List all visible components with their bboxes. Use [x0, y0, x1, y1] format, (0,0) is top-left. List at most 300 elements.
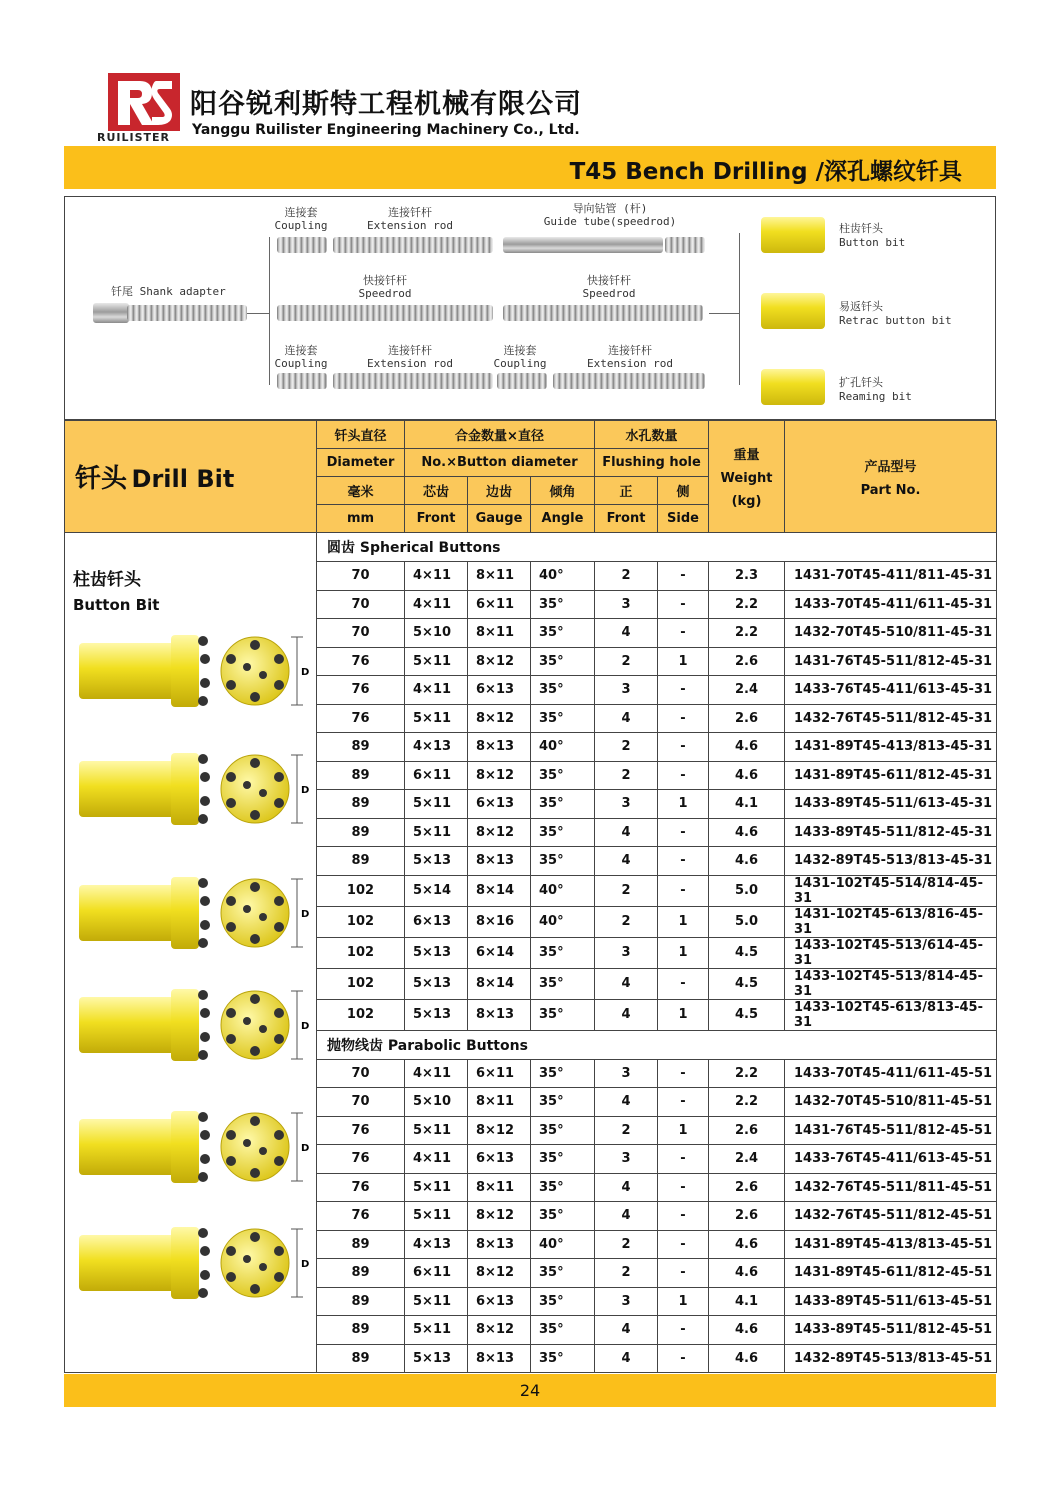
reaming-bit-label-cn: 扩孔钎头	[839, 376, 883, 389]
front-cell: 4×13	[405, 1230, 468, 1259]
gauge-cell: 8×14	[468, 875, 531, 906]
extension-rod-label-cn: 连接钎杆	[388, 206, 432, 219]
title-bar	[64, 146, 996, 189]
button-bit-picture	[75, 631, 310, 711]
flush-side-cell: -	[658, 1230, 709, 1259]
weight-cell: 4.6	[709, 1316, 785, 1345]
flush-front-cell: 3	[595, 1145, 658, 1174]
part-no-cell: 1431-76T45-511/812-45-31	[785, 647, 997, 676]
weight-cell: 4.1	[709, 1287, 785, 1316]
gauge-cell: 6×11	[468, 1059, 531, 1088]
flush-front-cell: 4	[595, 1173, 658, 1202]
page-title: T45 Bench Drilling /深孔螺纹钎具	[569, 159, 962, 185]
diameter-cell: 89	[317, 790, 405, 819]
speedrod-image	[277, 305, 493, 321]
gauge-cell: 8×12	[468, 1316, 531, 1345]
button-bit-image-column	[65, 533, 317, 1373]
flush-front-cell: 4	[595, 999, 658, 1030]
flush-side-cell: -	[658, 818, 709, 847]
extension-rod-label-cn: 连接钎杆	[388, 344, 432, 357]
flush-front-cell: 4	[595, 619, 658, 648]
front-cell: 5×14	[405, 875, 468, 906]
flush-side-cell: -	[658, 1344, 709, 1373]
front-cell: 5×13	[405, 999, 468, 1030]
gauge-header-cn: 边齿	[468, 477, 531, 505]
connector-line	[709, 313, 739, 314]
gauge-cell: 8×12	[468, 1116, 531, 1145]
gauge-cell: 8×11	[468, 1173, 531, 1202]
part-no-cell: 1433-76T45-411/613-45-51	[785, 1145, 997, 1174]
coupling-image	[497, 373, 547, 389]
weight-cell: 2.4	[709, 1145, 785, 1174]
diameter-cell: 89	[317, 1287, 405, 1316]
part-no-cell: 1431-102T45-514/814-45-31	[785, 875, 997, 906]
button-bit-image	[761, 217, 825, 253]
flush-side-cell: -	[658, 619, 709, 648]
front-cell: 5×13	[405, 847, 468, 876]
flush-front-header-cn: 正	[595, 477, 658, 505]
guide-tube-label-cn: 导向钻管 (杆)	[572, 202, 648, 215]
connector-line	[739, 233, 740, 385]
drill-bit-table	[64, 420, 997, 1373]
retrac-bit-image	[761, 293, 825, 329]
part-no-cell: 1432-76T45-511/811-45-51	[785, 1173, 997, 1202]
part-no-cell: 1431-89T45-413/813-45-51	[785, 1230, 997, 1259]
coupling-label-en: Coupling	[493, 357, 547, 370]
diameter-cell: 89	[317, 1344, 405, 1373]
weight-cell: 4.1	[709, 790, 785, 819]
weight-cell: 4.6	[709, 733, 785, 762]
flush-side-cell: 1	[658, 999, 709, 1030]
angle-cell: 35°	[531, 847, 595, 876]
front-cell: 5×11	[405, 1202, 468, 1231]
flush-front-cell: 3	[595, 676, 658, 705]
weight-cell: 4.6	[709, 1344, 785, 1373]
diameter-cell: 76	[317, 1145, 405, 1174]
diameter-cell: 102	[317, 968, 405, 999]
flush-side-header-cn: 侧	[658, 477, 709, 505]
angle-cell: 35°	[531, 1259, 595, 1288]
diameter-unit-cn: 毫米	[317, 477, 405, 505]
gauge-cell: 6×13	[468, 1145, 531, 1174]
table-body	[65, 533, 997, 1373]
flush-side-cell: -	[658, 847, 709, 876]
flush-header-en: Flushing hole	[595, 449, 709, 477]
flush-front-cell: 3	[595, 937, 658, 968]
diameter-cell: 89	[317, 1230, 405, 1259]
flush-side-cell: -	[658, 875, 709, 906]
gauge-cell: 6×13	[468, 676, 531, 705]
diameter-cell: 89	[317, 761, 405, 790]
diameter-header-cn: 钎头直径	[317, 421, 405, 449]
weight-cell: 2.4	[709, 676, 785, 705]
flush-side-cell: -	[658, 1173, 709, 1202]
front-cell: 4×11	[405, 1145, 468, 1174]
weight-cell: 4.5	[709, 968, 785, 999]
front-cell: 5×11	[405, 1287, 468, 1316]
gauge-cell: 8×12	[468, 1259, 531, 1288]
flush-side-cell: -	[658, 1059, 709, 1088]
flush-side-cell: 1	[658, 1287, 709, 1316]
gauge-cell: 8×12	[468, 647, 531, 676]
flush-side-cell: 1	[658, 906, 709, 937]
front-cell: 4×11	[405, 676, 468, 705]
diameter-cell: 76	[317, 1202, 405, 1231]
gauge-cell: 8×11	[468, 1088, 531, 1117]
gauge-cell: 8×13	[468, 1344, 531, 1373]
front-cell: 5×13	[405, 1344, 468, 1373]
flush-front-cell: 2	[595, 875, 658, 906]
flush-side-cell: -	[658, 562, 709, 591]
weight-unit: (kg)	[731, 494, 762, 509]
gauge-cell: 6×13	[468, 790, 531, 819]
reaming-bit-image	[761, 369, 825, 405]
logo-text: RUILISTER	[97, 131, 171, 144]
flush-front-cell: 4	[595, 818, 658, 847]
gauge-cell: 8×12	[468, 818, 531, 847]
gauge-cell: 8×11	[468, 562, 531, 591]
weight-header-en: Weight	[720, 471, 773, 486]
button-bit-picture	[75, 985, 310, 1065]
part-no-cell: 1433-89T45-511/613-45-31	[785, 790, 997, 819]
part-no-cell: 1433-76T45-411/613-45-31	[785, 676, 997, 705]
angle-cell: 35°	[531, 1088, 595, 1117]
gauge-cell: 8×13	[468, 999, 531, 1030]
part-no-cell: 1432-89T45-513/813-45-31	[785, 847, 997, 876]
coupling-label-cn: 连接套	[503, 344, 537, 357]
weight-cell: 2.3	[709, 562, 785, 591]
weight-header-cn: 重量	[733, 448, 760, 463]
part-header-en: Part No.	[860, 482, 921, 498]
section-title-en: Drill Bit	[131, 465, 235, 493]
flush-front-cell: 2	[595, 1116, 658, 1145]
angle-cell: 40°	[531, 875, 595, 906]
part-no-cell: 1432-89T45-513/813-45-51	[785, 1344, 997, 1373]
angle-cell: 35°	[531, 761, 595, 790]
flush-side-header-en: Side	[658, 505, 709, 533]
flush-side-cell: -	[658, 1145, 709, 1174]
diameter-cell: 102	[317, 875, 405, 906]
shank-adapter-label: 钎尾 Shank adapter	[111, 285, 226, 298]
flush-front-cell: 2	[595, 733, 658, 762]
gauge-cell: 8×16	[468, 906, 531, 937]
angle-cell: 35°	[531, 704, 595, 733]
section-title-cn: 钎头	[75, 464, 128, 494]
extension-rod-label-en: Extension rod	[366, 219, 454, 232]
flush-front-cell: 4	[595, 1202, 658, 1231]
coupling-image	[277, 237, 327, 253]
weight-cell: 2.2	[709, 1059, 785, 1088]
diameter-cell: 102	[317, 999, 405, 1030]
flush-side-cell: -	[658, 1259, 709, 1288]
gauge-cell: 8×11	[468, 619, 531, 648]
part-no-cell: 1433-89T45-511/812-45-51	[785, 1316, 997, 1345]
part-no-cell: 1431-76T45-511/812-45-51	[785, 1116, 997, 1145]
angle-cell: 35°	[531, 790, 595, 819]
front-cell: 5×11	[405, 1116, 468, 1145]
angle-cell: 35°	[531, 1344, 595, 1373]
angle-cell: 35°	[531, 999, 595, 1030]
flush-front-cell: 3	[595, 790, 658, 819]
weight-cell: 2.6	[709, 1173, 785, 1202]
reaming-bit-label-en: Reaming bit	[839, 390, 912, 403]
flush-side-cell: 1	[658, 790, 709, 819]
drill-string-diagram	[64, 196, 996, 420]
diameter-cell: 102	[317, 937, 405, 968]
button-bit-picture	[75, 873, 310, 953]
flush-front-cell: 4	[595, 1088, 658, 1117]
gauge-cell: 6×13	[468, 1287, 531, 1316]
gauge-cell: 8×13	[468, 733, 531, 762]
buttons-header-en: No.×Button diameter	[405, 449, 595, 477]
flush-front-cell: 2	[595, 647, 658, 676]
weight-cell: 2.2	[709, 590, 785, 619]
drill-bit-section-title	[65, 421, 317, 533]
weight-cell: 2.6	[709, 704, 785, 733]
angle-cell: 35°	[531, 1287, 595, 1316]
front-cell: 6×11	[405, 1259, 468, 1288]
coupling-label-en: Coupling	[274, 219, 328, 232]
gauge-cell: 8×13	[468, 1230, 531, 1259]
part-no-cell: 1433-102T45-613/813-45-31	[785, 999, 997, 1030]
dimension-label: D	[301, 785, 310, 796]
coupling-label-cn: 连接套	[284, 344, 318, 357]
guide-tube-image	[503, 237, 663, 253]
front-cell: 4×11	[405, 590, 468, 619]
gauge-cell: 8×12	[468, 761, 531, 790]
flush-front-cell: 3	[595, 1287, 658, 1316]
part-no-cell: 1433-70T45-411/611-45-51	[785, 1059, 997, 1088]
guide-tube-thread	[665, 237, 705, 253]
weight-cell: 4.6	[709, 761, 785, 790]
flush-side-cell: -	[658, 761, 709, 790]
part-no-cell: 1431-89T45-611/812-45-31	[785, 761, 997, 790]
angle-cell: 35°	[531, 968, 595, 999]
front-cell: 6×13	[405, 906, 468, 937]
part-no-cell: 1433-70T45-411/611-45-31	[785, 590, 997, 619]
diameter-cell: 70	[317, 619, 405, 648]
button-bit-picture	[75, 1223, 310, 1303]
flush-side-cell: -	[658, 1202, 709, 1231]
flush-front-cell: 4	[595, 968, 658, 999]
speedrod-label-cn: 快接钎杆	[587, 274, 631, 287]
flush-side-cell: 1	[658, 647, 709, 676]
extension-rod-label-cn: 连接钎杆	[608, 344, 652, 357]
front-header-en: Front	[405, 505, 468, 533]
front-header-cn: 芯齿	[405, 477, 468, 505]
diameter-unit-en: mm	[317, 505, 405, 533]
weight-cell: 4.6	[709, 1259, 785, 1288]
front-cell: 4×11	[405, 1059, 468, 1088]
weight-cell: 2.6	[709, 1116, 785, 1145]
angle-header-cn: 倾角	[531, 477, 595, 505]
angle-cell: 35°	[531, 647, 595, 676]
connector-line	[247, 313, 269, 314]
extension-rod-label-en: Extension rod	[586, 357, 674, 370]
diameter-cell: 70	[317, 562, 405, 591]
extension-rod-image	[333, 373, 493, 389]
diameter-cell: 70	[317, 590, 405, 619]
diameter-cell: 76	[317, 1116, 405, 1145]
weight-cell: 2.2	[709, 619, 785, 648]
part-no-cell: 1433-89T45-511/812-45-31	[785, 818, 997, 847]
diameter-cell: 76	[317, 647, 405, 676]
dimension-label: D	[301, 1143, 310, 1154]
retrac-bit-label-cn: 易返钎头	[839, 300, 883, 313]
diameter-cell: 76	[317, 704, 405, 733]
part-no-cell: 1431-70T45-411/811-45-31	[785, 562, 997, 591]
button-bit-label-cn: 柱齿钎头	[73, 570, 141, 590]
angle-cell: 35°	[531, 676, 595, 705]
dimension-label: D	[301, 909, 310, 920]
angle-cell: 40°	[531, 1230, 595, 1259]
part-no-cell: 1431-89T45-413/813-45-31	[785, 733, 997, 762]
angle-cell: 35°	[531, 1202, 595, 1231]
part-no-cell: 1433-102T45-513/614-45-31	[785, 937, 997, 968]
flush-side-cell: -	[658, 590, 709, 619]
flush-side-cell: -	[658, 1316, 709, 1345]
diameter-cell: 89	[317, 847, 405, 876]
flush-side-cell: -	[658, 968, 709, 999]
coupling-image	[277, 373, 327, 389]
dimension-label: D	[301, 667, 310, 678]
extension-rod-label-en: Extension rod	[366, 357, 454, 370]
gauge-cell: 6×11	[468, 590, 531, 619]
part-no-cell: 1433-89T45-511/613-45-51	[785, 1287, 997, 1316]
flush-side-cell: -	[658, 676, 709, 705]
front-cell: 5×10	[405, 619, 468, 648]
weight-cell: 4.6	[709, 847, 785, 876]
front-cell: 5×11	[405, 818, 468, 847]
flush-front-cell: 3	[595, 1059, 658, 1088]
spherical-section-title: 圆齿 Spherical Buttons	[317, 533, 997, 562]
part-no-cell: 1431-102T45-613/816-45-31	[785, 906, 997, 937]
gauge-cell: 8×13	[468, 847, 531, 876]
flush-front-cell: 2	[595, 761, 658, 790]
angle-cell: 35°	[531, 1116, 595, 1145]
weight-cell: 4.6	[709, 818, 785, 847]
front-cell: 5×11	[405, 704, 468, 733]
diameter-header-en: Diameter	[317, 449, 405, 477]
flush-front-cell: 4	[595, 704, 658, 733]
part-no-cell: 1431-89T45-611/812-45-51	[785, 1259, 997, 1288]
flush-front-header-en: Front	[595, 505, 658, 533]
retrac-bit-label-en: Retrac button bit	[839, 314, 952, 327]
angle-header-en: Angle	[531, 505, 595, 533]
guide-tube-label-en: Guide tube(speedrod)	[543, 215, 677, 228]
weight-cell: 4.5	[709, 999, 785, 1030]
flush-front-cell: 2	[595, 1259, 658, 1288]
button-bit-picture	[75, 749, 310, 829]
gauge-cell: 8×12	[468, 704, 531, 733]
extension-rod-image	[333, 237, 493, 253]
angle-cell: 35°	[531, 818, 595, 847]
dimension-label: D	[301, 1021, 310, 1032]
flush-front-cell: 3	[595, 590, 658, 619]
speedrod-label-en: Speedrod	[358, 287, 412, 300]
weight-cell: 2.6	[709, 647, 785, 676]
diameter-cell: 102	[317, 906, 405, 937]
button-bit-picture	[75, 1107, 310, 1187]
button-bit-label-en: Button Bit	[73, 596, 160, 614]
coupling-label-cn: 连接套	[284, 206, 318, 219]
angle-cell: 35°	[531, 590, 595, 619]
flush-front-cell: 4	[595, 847, 658, 876]
diameter-cell: 89	[317, 1316, 405, 1345]
shank-adapter-image	[93, 303, 129, 323]
gauge-cell: 8×14	[468, 968, 531, 999]
button-bit-label-en: Button bit	[839, 236, 906, 249]
coupling-label-en: Coupling	[274, 357, 328, 370]
angle-cell: 35°	[531, 1145, 595, 1174]
gauge-cell: 6×14	[468, 937, 531, 968]
angle-cell: 40°	[531, 906, 595, 937]
part-no-cell: 1432-76T45-511/812-45-51	[785, 1202, 997, 1231]
company-name-cn: 阳谷锐利斯特工程机械有限公司	[190, 89, 582, 120]
page-number: 24	[519, 1381, 541, 1400]
diameter-cell: 89	[317, 1259, 405, 1288]
company-name-en: Yanggu Ruilister Engineering Machinery Co., Ltd.	[192, 122, 580, 138]
weight-cell: 2.6	[709, 1202, 785, 1231]
extension-rod-image	[553, 373, 705, 389]
speedrod-image	[503, 305, 703, 321]
flush-front-cell: 4	[595, 1344, 658, 1373]
angle-cell: 35°	[531, 1173, 595, 1202]
weight-cell: 4.6	[709, 1230, 785, 1259]
flush-side-cell: -	[658, 704, 709, 733]
front-cell: 5×11	[405, 1316, 468, 1345]
diameter-cell: 89	[317, 733, 405, 762]
flush-side-cell: -	[658, 733, 709, 762]
flush-front-cell: 2	[595, 906, 658, 937]
front-cell: 4×13	[405, 733, 468, 762]
weight-cell: 4.5	[709, 937, 785, 968]
diameter-cell: 89	[317, 818, 405, 847]
front-cell: 5×11	[405, 647, 468, 676]
gauge-header-en: Gauge	[468, 505, 531, 533]
weight-header	[709, 421, 785, 533]
speedrod-label-cn: 快接钎杆	[363, 274, 407, 287]
diameter-cell: 70	[317, 1059, 405, 1088]
front-cell: 5×11	[405, 790, 468, 819]
part-header	[785, 421, 997, 533]
flush-side-cell: 1	[658, 937, 709, 968]
flush-side-cell: -	[658, 1088, 709, 1117]
gauge-cell: 8×12	[468, 1202, 531, 1231]
page-footer	[64, 1374, 996, 1407]
front-cell: 6×11	[405, 761, 468, 790]
flush-front-cell: 2	[595, 1230, 658, 1259]
diameter-cell: 76	[317, 1173, 405, 1202]
buttons-header-cn: 合金数量×直径	[405, 421, 595, 449]
weight-cell: 5.0	[709, 906, 785, 937]
flush-front-cell: 4	[595, 1316, 658, 1345]
front-cell: 5×13	[405, 968, 468, 999]
weight-cell: 5.0	[709, 875, 785, 906]
part-no-cell: 1432-76T45-511/812-45-31	[785, 704, 997, 733]
angle-cell: 35°	[531, 1059, 595, 1088]
flush-front-cell: 2	[595, 562, 658, 591]
flush-header-cn: 水孔数量	[595, 421, 709, 449]
angle-cell: 35°	[531, 619, 595, 648]
part-header-cn: 产品型号	[864, 459, 917, 475]
part-no-cell: 1432-70T45-510/811-45-31	[785, 619, 997, 648]
angle-cell: 35°	[531, 1316, 595, 1345]
angle-cell: 40°	[531, 733, 595, 762]
angle-cell: 35°	[531, 937, 595, 968]
flush-side-cell: 1	[658, 1116, 709, 1145]
front-cell: 5×11	[405, 1173, 468, 1202]
